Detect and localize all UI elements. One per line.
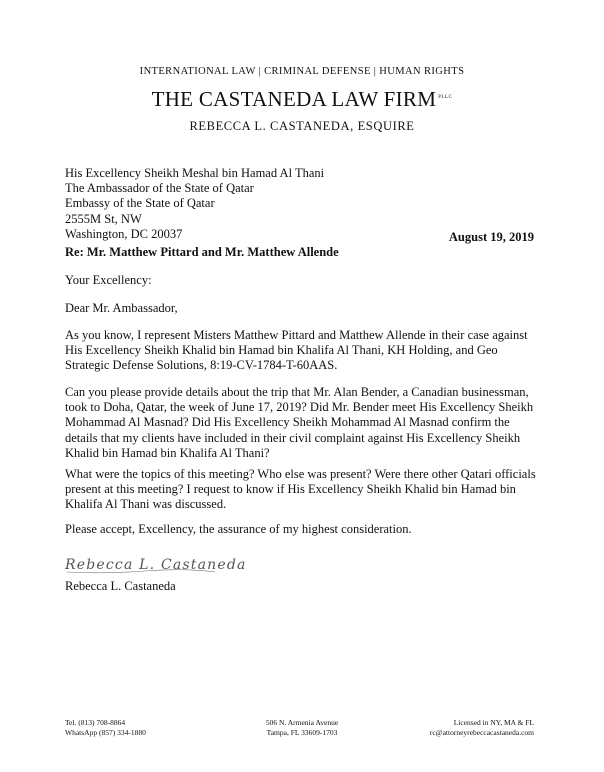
recipient-line: 2555M St, NW xyxy=(65,211,142,226)
letterhead-practice-areas: INTERNATIONAL LAW | CRIMINAL DEFENSE | HUMAN RIGHTS xyxy=(139,66,465,77)
footer-line: 506 N. Armenia Avenue xyxy=(265,718,339,727)
footer-line: WhatsApp (857) 334-1880 xyxy=(65,728,146,737)
footer-line: Licensed in NY, MA & FL xyxy=(453,718,534,727)
recipient-address xyxy=(65,166,324,242)
subject-line: Re: Mr. Matthew Pittard and Mr. Matthew Allende xyxy=(65,245,339,259)
recipient-line: Washington, DC 20037 xyxy=(65,226,183,241)
salutation: Dear Mr. Ambassador, xyxy=(65,301,178,315)
footer-line: Tel. (813) 708-8864 xyxy=(65,718,126,727)
handwritten-signature xyxy=(65,553,255,575)
body-paragraph-3: What were the topics of this meeting? Who else was present? Were there other Qatari officials present at this meeting? I request to know if His Excellency Sheikh Khalid bin Hamad bin Khalifa Al Thani was discussed. xyxy=(65,467,536,512)
salutation-formal: Your Excellency: xyxy=(65,273,152,287)
letter-date: August 19, 2019 xyxy=(448,230,534,244)
signature-text: Rebecca L. Castaneda xyxy=(65,557,247,573)
letterhead-attorney: REBECCA L. CASTANEDA, ESQUIRE xyxy=(189,119,415,133)
recipient-line: Embassy of the State of Qatar xyxy=(65,196,215,211)
firm-name-text: THE CASTANEDA LAW FIRM xyxy=(151,87,437,111)
recipient-line: His Excellency Sheikh Meshal bin Hamad Al Thani xyxy=(65,166,325,180)
letterhead-firm-name xyxy=(0,87,604,112)
recipient-line: The Ambassador of the State of Qatar xyxy=(65,181,254,196)
closing-paragraph: Please accept, Excellency, the assurance of my highest consideration. xyxy=(65,522,412,536)
body-paragraph-2: Can you please provide details about the trip that Mr. Alan Bender, a Canadian businessman, took to Doha, Qatar, the week of June 17, 2019? Did Mr. Bender meet His Excellency Sheikh Mohammad Al Masnad? Did His Excellency Sheikh Mohammad Al Masnad confirm the details that my clients have included in their civil complaint against His Excellency Sheikh Khalid bin Hamad bin Khalifa Al Thani? xyxy=(65,385,534,460)
footer-license-email xyxy=(430,718,534,738)
body-paragraph-1: As you know, I represent Misters Matthew Pittard and Matthew Allende in their case against His Excellency Sheikh Khalid bin Hamad bin Khalifa Al Thani, KH Holding, and Geo Strategic Defense Solutions, 8:19-CV-1784-T-60AAS. xyxy=(65,328,528,373)
signatory-name: Rebecca L. Castaneda xyxy=(65,579,176,593)
firm-suffix: PLLC xyxy=(438,95,453,100)
footer-line: Tampa, FL 33609-1703 xyxy=(266,728,338,737)
footer-line: rc@attorneyrebeccacastaneda.com xyxy=(429,728,534,737)
